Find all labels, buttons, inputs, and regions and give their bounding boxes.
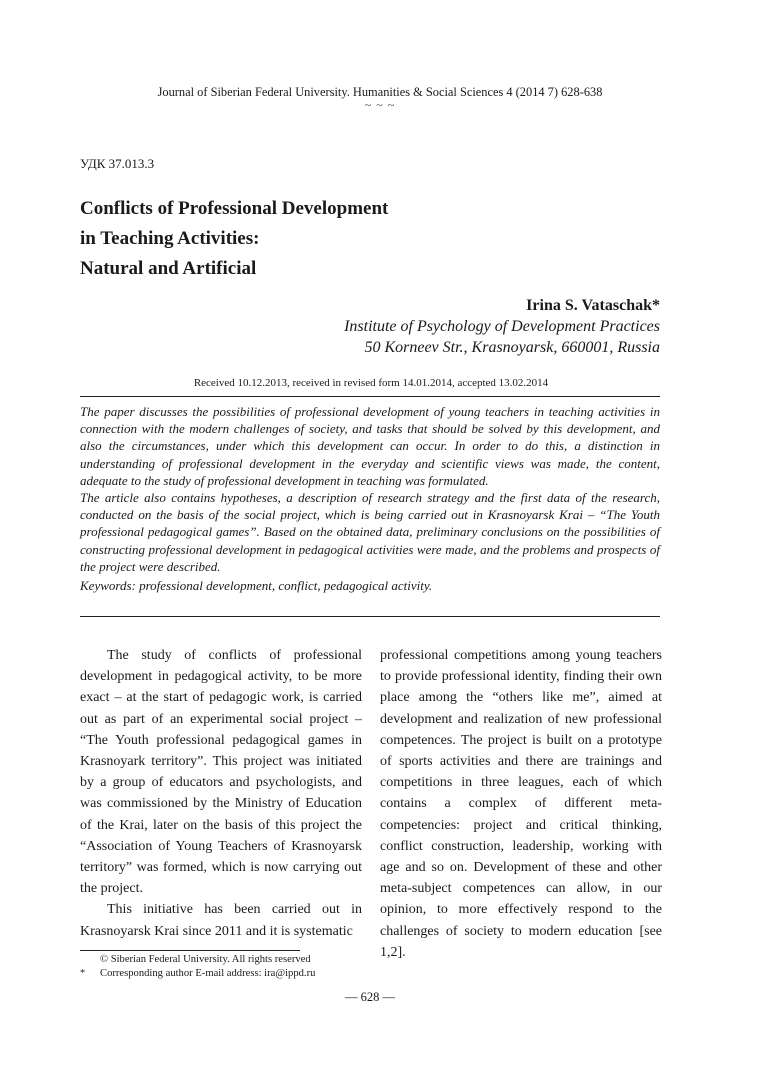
article-title (80, 194, 500, 284)
keywords: Keywords: professional development, conflict, pedagogical activity. (80, 578, 433, 594)
abstract-top-rule (80, 396, 660, 397)
footnote-copyright-text: © Siberian Federal University. All rights reserved (100, 954, 311, 965)
abstract-paragraph-2: The article also contains hypotheses, a description of research strategy and the first data of the research, conducted on the basis of the social project, which is being carried out in Krasnoyarsk Krai – “The Youth professional pedagogical games”. Based on the obtained data, preliminary conclusions on the possibilities of constructing professional development in pedagogical activities were made, and the problems and prospects of the project were described. (80, 490, 660, 574)
author-address: 50 Korneev Str., Krasnoyarsk, 660001, Russia (364, 339, 660, 356)
footnote-corresponding (80, 967, 315, 981)
title-line: Natural and Artificial (80, 258, 257, 279)
author-institute: Institute of Psychology of Development Practices (344, 318, 660, 335)
udk-code: УДК 37.013.3 (80, 156, 155, 171)
body-paragraph: professional competitions among young teachers to provide professional identity, finding their own place among the “others like me”, aimed at development and realization of new professional competences. The project is built on a prototype of sports activities and there are trainings and competitions in three leagues, each of which contains a complex of different meta-competencies: project and critical thinking, conflict construction, leadership, working with age and so on. Development of these and other meta-subject competences can allow, in our opinion, to more effectively respond to the challenges of society to modern education [see 1,2]. (380, 648, 662, 960)
title-line: in Teaching Activities: (80, 228, 260, 249)
body-column-right (380, 645, 662, 963)
author-block (344, 295, 660, 358)
journal-header: Journal of Siberian Federal University. Humanities & Social Sciences 4 (2014 7) 628-638 (157, 85, 603, 99)
title-line: Conflicts of Professional Development (80, 198, 389, 219)
footnotes (80, 953, 315, 981)
abstract-paragraph-1: The paper discusses the possibilities of professional development of young teachers in teaching activities in connection with the modern challenges of society, and tasks that should be solved by this development, and also the circumstances, under which this development can occur. In order to do this, a distinction in understanding of professional development in the everyday and scientific views was made, the content, adequate to the study of professional development in teaching was formulated. (80, 404, 660, 488)
footnote-rule (80, 950, 300, 951)
header-ornament: ~ ~ ~ (364, 98, 396, 112)
abstract-bottom-rule (80, 616, 660, 617)
body-column-left (80, 645, 362, 942)
received-dates: Received 10.12.2013, received in revised form 14.01.2014, accepted 13.02.2014 (193, 377, 549, 389)
abstract (80, 403, 660, 594)
footnote-copyright (80, 953, 315, 967)
body-paragraph: This initiative has been carried out in Krasnoyarsk Krai since 2011 and it is systematic (80, 902, 362, 939)
body-paragraph: The study of conflicts of professional development in pedagogical activity, to be more exact – at the start of pedagogic work, is carried out as part of an experimental social project – “The Youth professional pedagogical games in Krasnoyark territory”. This project was initiated by a group of educators and psychologists, and was commissioned by the Ministry of Education of the Krai, later on the basis of this project the “Association of Young Teachers of Krasnoyarsk territory” was formed, which is now carrying out the project. (80, 648, 362, 897)
footnote-corresponding-text: Corresponding author E-mail address: ira@ippd.ru (100, 968, 316, 979)
page-number: — 628 — (345, 990, 395, 1004)
author-name: Irina S. Vataschak* (526, 297, 660, 314)
footnote-asterisk: * (80, 968, 86, 979)
